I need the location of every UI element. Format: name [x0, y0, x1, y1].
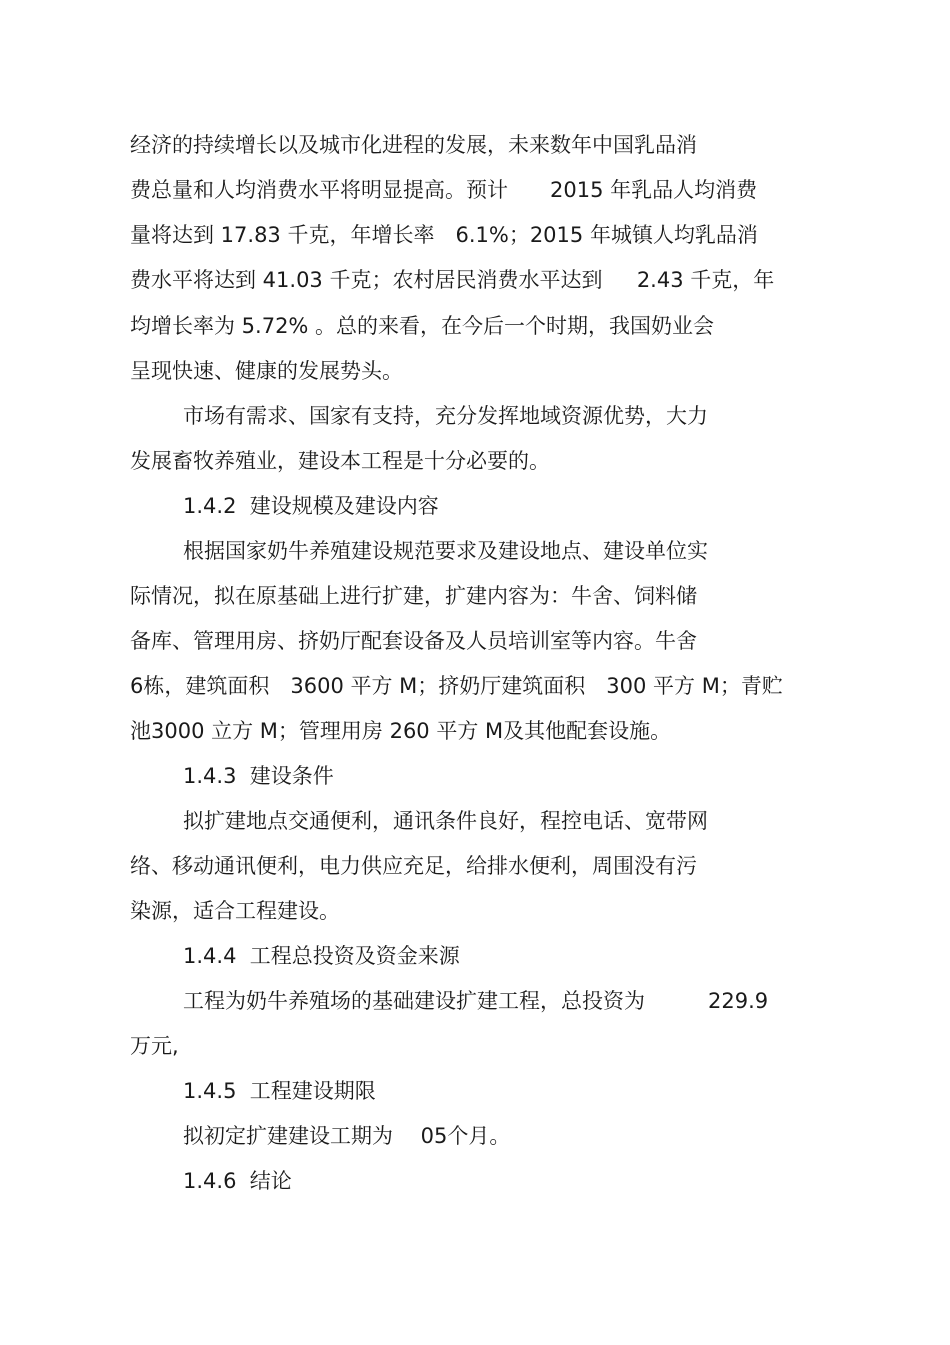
paragraph-line: 呈现快速、健康的发展势头。 — [130, 359, 403, 383]
paragraph-line: 6栋，建筑面积 3600 平方 M；挤奶厅建筑面积 300 平方 M；青贮 — [130, 674, 783, 698]
paragraph-line: 费水平将达到 41.03 千克；农村居民消费水平达到 2.43 千克，年 — [130, 268, 775, 292]
paragraph-line: 池3000 立方 M；管理用房 260 平方 M及其他配套设施。 — [130, 719, 672, 743]
paragraph-line: 费总量和人均消费水平将明显提高。预计 2015 年乳品人均消费 — [130, 178, 758, 202]
paragraph-line: 根据国家奶牛养殖建设规范要求及建设地点、建设单位实 — [183, 539, 708, 563]
paragraph-line: 际情况，拟在原基础上进行扩建，扩建内容为：牛舍、饲料储 — [130, 584, 697, 608]
paragraph-line: 染源，适合工程建设。 — [130, 899, 340, 923]
paragraph-line: 经济的持续增长以及城市化进程的发展，未来数年中国乳品消 — [130, 133, 697, 157]
paragraph-line: 工程为奶牛养殖场的基础建设扩建工程，总投资为 229.9 — [183, 989, 769, 1013]
paragraph-line: 备库、管理用房、挤奶厅配套设备及人员培训室等内容。牛舍 — [130, 629, 697, 653]
paragraph-line: 络、移动通讯便利，电力供应充足，给排水便利，周围没有污 — [130, 854, 697, 878]
section-heading-1-4-6: 1.4.6 结论 — [183, 1169, 292, 1193]
paragraph-line: 市场有需求、国家有支持，充分发挥地域资源优势，大力 — [183, 404, 708, 428]
paragraph-line: 万元, — [130, 1034, 179, 1058]
paragraph-line: 拟扩建地点交通便利，通讯条件良好，程控电话、宽带网 — [183, 809, 708, 833]
paragraph-line: 量将达到 17.83 千克，年增长率 6.1%；2015 年城镇人均乳品消 — [130, 223, 758, 247]
paragraph-line: 发展畜牧养殖业，建设本工程是十分必要的。 — [130, 449, 550, 473]
section-heading-1-4-2: 1.4.2 建设规模及建设内容 — [183, 494, 439, 518]
paragraph-line: 拟初定扩建建设工期为 05个月。 — [183, 1124, 511, 1148]
section-heading-1-4-3: 1.4.3 建设条件 — [183, 764, 334, 788]
section-heading-1-4-4: 1.4.4 工程总投资及资金来源 — [183, 944, 460, 968]
paragraph-line: 均增长率为 5.72% 。总的来看，在今后一个时期，我国奶业会 — [130, 314, 715, 338]
section-heading-1-4-5: 1.4.5 工程建设期限 — [183, 1079, 376, 1103]
